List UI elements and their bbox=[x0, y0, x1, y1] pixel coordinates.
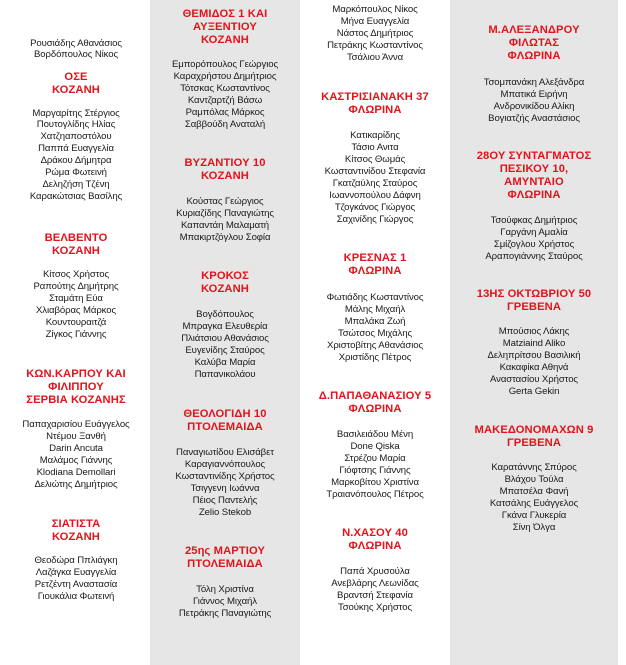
person-name: Τσομπανάκη Αλεξάνδρα bbox=[483, 77, 585, 88]
person-name: Ρώμα Φωτεινή bbox=[45, 167, 107, 178]
section-heading-line: ΚΟΖΑΝΗ bbox=[201, 34, 249, 46]
section-heading-line: ΚΟΖΑΝΗ bbox=[52, 245, 100, 257]
section-heading-line: ΟΣΕ bbox=[64, 71, 88, 83]
section-heading-line: ΜΑΚΕΔΟΝΟΜΑΧΩΝ 9 bbox=[474, 424, 594, 436]
person-name: Κυριαζίδης Παναγιώτης bbox=[176, 208, 274, 219]
person-name: Τραιανόπουλος Πέτρος bbox=[326, 489, 424, 500]
person-name: Σίνη Όλγα bbox=[512, 522, 556, 533]
person-name: Αναστασίου Χρήστος bbox=[490, 374, 578, 385]
person-name: Χριστίδης Πέτρος bbox=[338, 352, 412, 363]
person-name: Σμίζογλου Χρήστος bbox=[493, 239, 575, 250]
person-name: Καπαντάη Μαλαματή bbox=[180, 220, 270, 231]
section-heading-line: Μ.ΑΛΕΞΑΝΔΡΟΥ bbox=[488, 24, 580, 36]
section-heading-line: ΚΡΟΚΟΣ bbox=[201, 270, 249, 282]
section-heading-line: ΓΡΕΒΕΝΑ bbox=[506, 301, 562, 313]
section-heading-line: ΦΙΛΩΤΑΣ bbox=[508, 37, 560, 49]
person-name: Φωτιάδης Κωσταντίνος bbox=[326, 292, 424, 303]
person-name: Τσούκης Χρήστος bbox=[338, 602, 412, 613]
column-4 bbox=[450, 0, 618, 665]
section-heading-line: ΦΛΩΡΙΝΑ bbox=[348, 403, 402, 415]
person-name: Μάλης Μιχαήλ bbox=[344, 304, 406, 315]
section-heading-line: 28ΟΥ ΣΥΝΤΑΓΜΑΤΟΣ bbox=[476, 150, 592, 162]
person-name: Σαββούδη Αναταλή bbox=[184, 119, 266, 130]
section-heading-line: 25ης ΜΑΡΤΙΟΥ bbox=[184, 545, 266, 557]
person-name: Νάστος Δημήτριος bbox=[336, 28, 414, 39]
person-name: Πλιάτσιου Αθανάσιος bbox=[181, 333, 269, 344]
person-name: Τσούφκας Δημήτριος bbox=[490, 215, 578, 226]
section-heading-line: ΒΕΛΒΕΝΤΟ bbox=[44, 232, 108, 244]
person-name: Ραμπόλας Μάρκος bbox=[185, 107, 265, 118]
person-name: Βασιλειάδου Μένη bbox=[336, 429, 414, 440]
person-name: Γκάνα Γλυκερία bbox=[501, 510, 567, 521]
person-name: Ρουσιάδης Αθανάσιος bbox=[30, 38, 122, 49]
person-name: Πετράκης Κωσταντίνος bbox=[327, 40, 423, 51]
section-heading-line: ΠΤΟΛΕΜΑΙΔΑ bbox=[187, 421, 263, 433]
person-name: Πουτογλίδης Ηλίας bbox=[36, 119, 116, 130]
section-heading-line: ΚΟΖΑΝΗ bbox=[52, 84, 100, 96]
section-heading-line: ΣΙΑΤΙΣΤΑ bbox=[51, 518, 101, 530]
person-name: Ιωαννοπούλου Δάφνη bbox=[329, 190, 421, 201]
person-name: Ανδρονικίδου Αλίκη bbox=[493, 101, 575, 112]
person-name: Κίτσος Χρήστος bbox=[42, 269, 110, 280]
person-name: Δεληζήση Τζένη bbox=[42, 179, 110, 190]
person-name: Θεοδώρα Ππλιάγκη bbox=[34, 555, 118, 566]
person-name: Μαργαρίτης Στέργιος bbox=[32, 108, 120, 119]
section-heading-line: ΣΕΡΒΙΑ ΚΟΖΑΝΗΣ bbox=[26, 394, 126, 406]
person-name: Done Qiska bbox=[350, 441, 400, 452]
person-name: Παπά Χρυσούλα bbox=[340, 566, 410, 577]
person-name: Μαρκοβίτου Χριστίνα bbox=[331, 477, 419, 488]
person-name: Τσώτσος Μιχάλης bbox=[338, 328, 412, 339]
section-heading-line: ΦΙΛΙΠΠΟΥ bbox=[48, 381, 104, 393]
section-heading-line: Δ.ΠΑΠΑΘΑΝΑΣΙΟΥ 5 bbox=[318, 390, 432, 402]
person-name: Βορδόπουλος Νίκος bbox=[33, 49, 119, 60]
person-name: Zelio Stekob bbox=[198, 507, 252, 518]
person-name: Κακαφίκα Αθηνά bbox=[499, 362, 569, 373]
person-name: Μαρκόπουλος Νίκος bbox=[332, 4, 418, 15]
person-name: Χριστοβίτης Αθανάσιος bbox=[327, 340, 423, 351]
person-name: Σαχινίδης Γιώργος bbox=[336, 214, 414, 225]
section-heading-line: ΦΛΩΡΙΝΑ bbox=[348, 540, 402, 552]
person-name: Μπατσέλα Φανή bbox=[499, 486, 569, 497]
section-heading-line: ΑΜΥΝΤΑΙΟ bbox=[504, 176, 564, 188]
person-name: Μπακιρτζόγλου Σοφία bbox=[179, 232, 271, 243]
section-heading-line: ΦΛΩΡΙΝΑ bbox=[507, 50, 561, 62]
person-name: Μπούσιος Λάκης bbox=[498, 326, 570, 337]
section-heading-line: ΦΛΩΡΙΝΑ bbox=[348, 104, 402, 116]
person-name: Δελιώτης Δημήτριος bbox=[34, 479, 118, 490]
person-name: Χατζηαποστόλου bbox=[40, 131, 112, 142]
person-name: Ανεβλάρης Λεωνίδας bbox=[331, 578, 419, 589]
person-name: Βραντσή Στεφανία bbox=[337, 590, 413, 601]
section-heading-line: 13ΗΣ ΟΚΤΩΒΡΙΟΥ 50 bbox=[476, 288, 592, 300]
person-name: Βλάχου Τούλα bbox=[504, 474, 564, 485]
section-heading-line: ΚΑΣΤΡΙΣΙΑΝΑΚΗ 37 bbox=[321, 91, 429, 103]
person-name: Γιόφτσης Γιάννης bbox=[339, 465, 411, 476]
person-name: Κωσταντινίδης Χρήστος bbox=[175, 471, 275, 482]
person-name: Γαργάνη Αμαλία bbox=[500, 227, 568, 238]
person-name: Καλύβα Μαρία bbox=[194, 357, 256, 368]
person-name: Ραπούτης Δημήτρης bbox=[33, 281, 119, 292]
person-name: Εμπορόπουλος Γεώργιος bbox=[171, 59, 279, 70]
person-name: Παναγιωτίδου Ελισάβετ bbox=[176, 447, 274, 458]
person-name: Γκατζαύλης Σταύρος bbox=[332, 178, 418, 189]
person-name: Klodiana Demollari bbox=[36, 467, 116, 478]
section-heading-line: ΒΥΖΑΝΤΙΟΥ 10 bbox=[184, 157, 266, 169]
person-name: Χλιαβόρας Μάρκος bbox=[35, 305, 117, 316]
section-heading-line: ΦΛΩΡΙΝΑ bbox=[507, 189, 561, 201]
person-name: Gerta Gekin bbox=[508, 386, 560, 397]
person-name: Βογδόπουλος bbox=[196, 309, 254, 320]
person-name: Ντέμου Ξανθή bbox=[46, 431, 106, 442]
person-name: Γιάννος Μιχαήλ bbox=[193, 596, 257, 607]
person-name: Μπαλάκα Ζωή bbox=[344, 316, 406, 327]
section-heading-line: ΚΟΖΑΝΗ bbox=[52, 531, 100, 543]
person-name: Παππά Ευαγγελία bbox=[38, 143, 114, 154]
person-name: Darin Ancuta bbox=[49, 443, 103, 454]
person-name: Παπαχαρισίου Ευάγγελος bbox=[22, 419, 130, 430]
person-name: Τάσιο Ανιτα bbox=[351, 142, 399, 153]
person-name: Βογιατζής Αναστάσιος bbox=[488, 113, 580, 124]
column-2 bbox=[150, 0, 300, 665]
person-name: Μαλάμος Γιάννης bbox=[39, 455, 113, 466]
section-heading-line: ΚΡΕΣΝΑΣ 1 bbox=[343, 252, 407, 264]
section-heading-line: ΓΡΕΒΕΝΑ bbox=[506, 437, 562, 449]
section-heading-line: ΦΛΩΡΙΝΑ bbox=[348, 265, 402, 277]
section-heading-line: ΑΥΞΕΝΤΙΟΥ bbox=[193, 21, 257, 33]
person-name: Τζογκάνος Γιώργος bbox=[334, 202, 416, 213]
person-name: Γιουκάλια Φωτεινή bbox=[37, 591, 115, 602]
person-name: Ζίγκος Γιάννης bbox=[45, 329, 107, 340]
section-heading-line: ΠΤΟΛΕΜΑΙΔΑ bbox=[187, 558, 263, 570]
person-name: Μπραγκα Ελευθερία bbox=[182, 321, 268, 332]
section-heading-line: Ν.ΧΑΣΟΥ 40 bbox=[342, 527, 408, 539]
person-name: Δράκου Δήμητρα bbox=[40, 155, 112, 166]
person-name: Μήνα Ευαγγελία bbox=[340, 16, 410, 27]
section-heading-line: ΠΕΣΙΚΟΥ 10, bbox=[499, 163, 569, 175]
section-heading-line: ΚΟΖΑΝΗ bbox=[201, 170, 249, 182]
person-name: Καντζαρτζή Βάσω bbox=[187, 95, 263, 106]
person-name: Καρακώτσιας Βασίλης bbox=[29, 191, 123, 202]
person-name: Κούστας Γεώργιος bbox=[186, 196, 264, 207]
person-name: Πέιος Παντελής bbox=[192, 495, 258, 506]
person-name: Τόλη Χριστίνα bbox=[196, 584, 254, 595]
person-name: Καραχρήστου Δημήτριος bbox=[173, 71, 277, 82]
person-name: Τσάλιου Άννα bbox=[346, 52, 404, 63]
person-name: Κατικαρίδης bbox=[350, 130, 400, 141]
person-name: Σταμάτη Εύα bbox=[49, 293, 103, 304]
person-name: Κουντουραιτζά bbox=[45, 317, 107, 328]
person-name: Matziaind Aliko bbox=[502, 338, 566, 349]
column-3 bbox=[300, 0, 450, 665]
section-heading-line: ΚΟΖΑΝΗ bbox=[201, 283, 249, 295]
person-name: Μπατικά Ειρήνη bbox=[500, 89, 568, 100]
section-heading-line: ΚΩΝ.ΚΑΡΠΟΥ ΚΑΙ bbox=[26, 368, 126, 380]
person-name: Στρέζου Μαρία bbox=[344, 453, 406, 464]
person-name: Κίτσος Θωμάς bbox=[344, 154, 406, 165]
section-heading-line: ΘΕΜΙΔΟΣ 1 ΚΑΙ bbox=[182, 8, 268, 20]
person-name: Καραγιαννόπουλος bbox=[184, 459, 266, 470]
person-name: Κωσταντινίδου Στεφανία bbox=[324, 166, 426, 177]
section-heading-line: ΘΕΟΛΟΓΙΔΗ 10 bbox=[183, 408, 267, 420]
person-name: Αραπογιάννης Σταύρος bbox=[485, 251, 583, 262]
column-1 bbox=[2, 0, 150, 665]
person-name: Λαζάγκα Ευαγγελία bbox=[35, 567, 117, 578]
person-name: Κατσάλης Ευάγγελος bbox=[489, 498, 579, 509]
person-name: Ρετζέντη Αναστασία bbox=[34, 579, 118, 590]
person-name: Δεληπρίτσου Βασιλική bbox=[487, 350, 581, 361]
person-name: Καρατάννης Σπύρος bbox=[491, 462, 577, 473]
person-name: Πετράκης Παναγιώτης bbox=[178, 608, 272, 619]
person-name: Τότσκας Κωσταντίνος bbox=[180, 83, 270, 94]
person-name: Τσιγγενη Ιωάννα bbox=[190, 483, 260, 494]
person-name: Παπανικολάου bbox=[194, 369, 256, 380]
person-name: Ευγενίδης Σταύρος bbox=[185, 345, 265, 356]
